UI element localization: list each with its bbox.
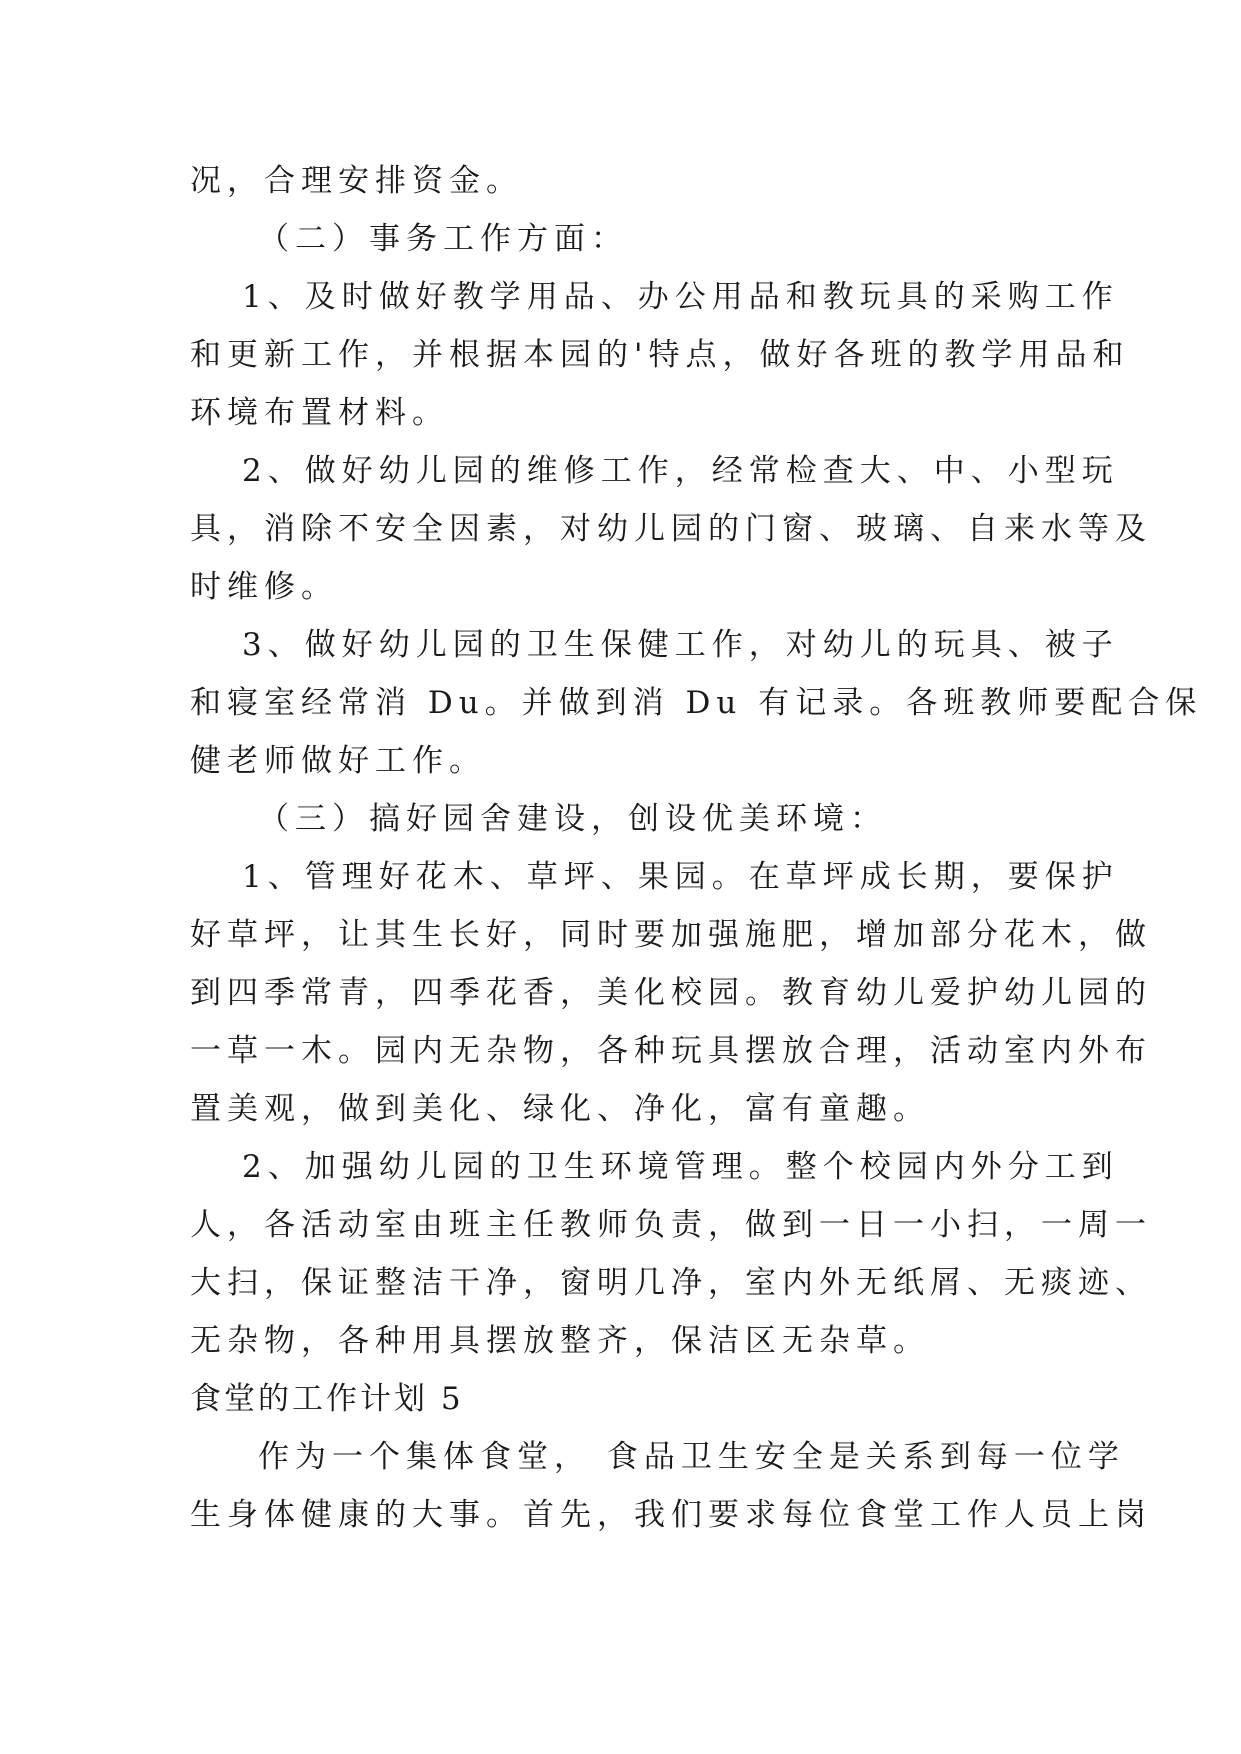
text-line: 一草一木。园内无杂物，各种玩具摆放合理，活动室内外布 xyxy=(190,1033,1152,1069)
text-line: 健老师做好工作。 xyxy=(190,743,486,779)
text-line: 具，消除不安全因素，对幼儿园的门窗、玻璃、自来水等及 xyxy=(190,511,1152,547)
section-heading: 食堂的工作计划 5 xyxy=(190,1381,464,1417)
text-line: 到四季常青，四季花香，美化校园。教育幼儿爱护幼儿园的 xyxy=(190,975,1152,1011)
text-line: 1、及时做好教学用品、办公用品和教玩具的采购工作 xyxy=(242,279,1119,315)
text-line: 时维修。 xyxy=(190,569,338,605)
section-subheading: （二）事务工作方面： xyxy=(258,221,628,257)
text-line: 生身体健康的大事。首先，我们要求每位食堂工作人员上岗 xyxy=(190,1497,1152,1533)
text-line: 作为一个集体食堂， 食品卫生安全是关系到每一位学 xyxy=(258,1439,1125,1475)
section-subheading: （三）搞好园舍建设，创设优美环境： xyxy=(258,801,887,837)
text-line: 大扫，保证整洁干净，窗明几净，室内外无纸屑、无痰迹、 xyxy=(190,1265,1152,1301)
text-line: 和寝室经常消 Du。并做到消 Du 有记录。各班教师要配合保 xyxy=(190,685,1203,721)
text-line: 环境布置材料。 xyxy=(190,395,449,431)
text-line: 3、做好幼儿园的卫生保健工作，对幼儿的玩具、被子 xyxy=(242,627,1119,663)
text-line: 好草坪，让其生长好，同时要加强施肥，增加部分花木，做 xyxy=(190,917,1152,953)
text-line: 和更新工作，并根据本园的'特点，做好各班的教学用品和 xyxy=(190,337,1130,373)
text-line: 无杂物，各种用具摆放整齐，保洁区无杂草。 xyxy=(190,1323,930,1359)
document-body xyxy=(190,152,1203,1544)
text-line: 人，各活动室由班主任教师负责，做到一日一小扫，一周一 xyxy=(190,1207,1152,1243)
text-line: 况，合理安排资金。 xyxy=(190,163,523,199)
text-line: 置美观，做到美化、绿化、净化，富有童趣。 xyxy=(190,1091,930,1127)
text-line: 2、加强幼儿园的卫生环境管理。整个校园内外分工到 xyxy=(242,1149,1119,1185)
text-line: 2、做好幼儿园的维修工作，经常检查大、中、小型玩 xyxy=(242,453,1119,489)
text-line: 1、管理好花木、草坪、果园。在草坪成长期，要保护 xyxy=(242,859,1119,895)
